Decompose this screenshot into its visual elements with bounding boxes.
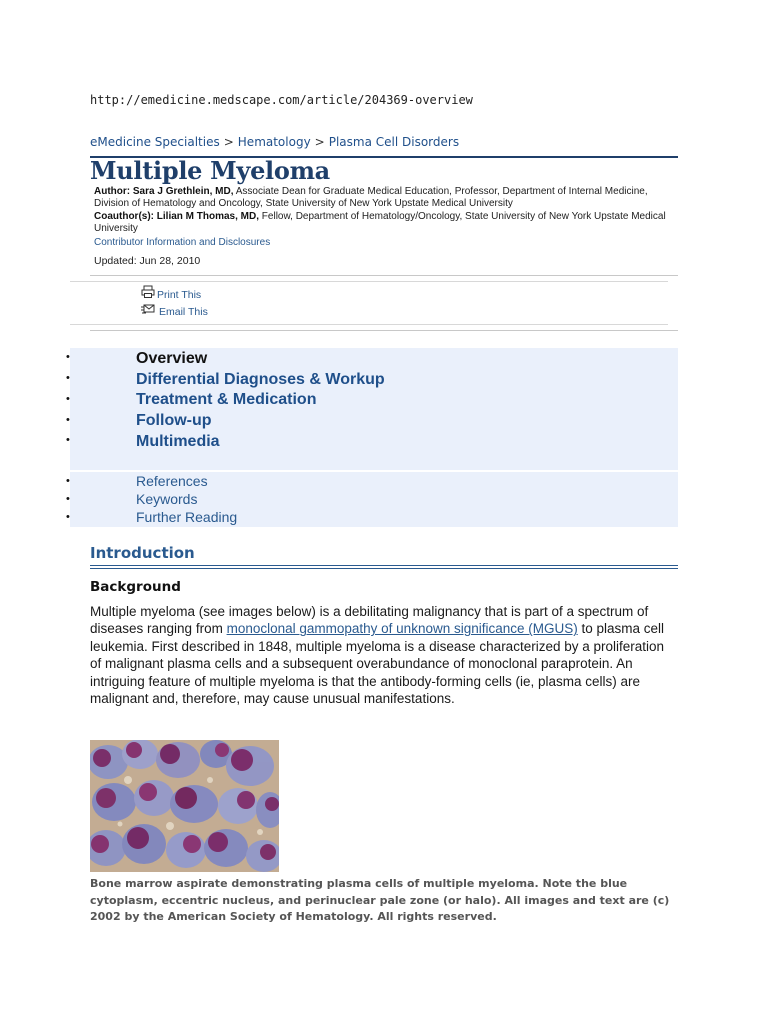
page-title: Multiple Myeloma (90, 156, 330, 185)
author-line (94, 186, 674, 211)
subnav-item-keywords[interactable]: Keywords (136, 491, 198, 507)
mgus-link[interactable]: monoclonal gammopathy of unknown significance (MGUS) (226, 621, 578, 637)
author-label: Author: (94, 186, 131, 197)
updated-date: Updated: Jun 28, 2010 (94, 255, 201, 267)
paragraph-text: to plasma cell leukemia. First described in 1848, multiple myeloma is a disease characterized by a proliferation of malignant plasma cells and a subsequent overabundance of monoclonal paraprotein. An intriguing feature of multiple myeloma is that the antibody-forming cells (ie, plasma cells) are malignant and, therefore, may cause unusual manifestations. (90, 621, 665, 707)
subsection-heading-background: Background (90, 579, 181, 595)
nav-item-differential-diagnoses[interactable]: Differential Diagnoses & Workup (136, 371, 385, 388)
email-icon (141, 302, 157, 316)
nav-item-multimedia[interactable]: Multimedia (136, 433, 220, 450)
nav-item-overview[interactable]: Overview (136, 350, 208, 367)
author-desc: Associate Dean for Graduate Medical Education, Professor, Department of Internal Medicine, Division of Hematology and Oncology, State University of New York Upstate Medical University (94, 186, 648, 210)
print-label: Print This (157, 289, 202, 301)
background-paragraph (90, 603, 675, 707)
nav-bullet: • (66, 414, 70, 426)
section-heading-introduction: Introduction (90, 544, 195, 562)
nav-bullet: • (66, 475, 70, 487)
nav-bullet: • (66, 372, 70, 384)
print-link[interactable] (141, 285, 201, 301)
divider (70, 324, 668, 325)
breadcrumb-separator: > (223, 135, 234, 149)
breadcrumb-plasma-cell-disorders[interactable]: Plasma Cell Disorders (328, 135, 460, 149)
article-url: http://emedicine.medscape.com/article/204369-overview (90, 93, 473, 107)
subnav-item-references[interactable]: References (136, 473, 208, 489)
divider (90, 275, 678, 276)
breadcrumb-hematology[interactable]: Hematology (237, 135, 311, 149)
coauthor-desc: Fellow, Department of Hematology/Oncology, State University of New York Upstate Medical University (94, 210, 666, 235)
email-label: Email This (159, 306, 208, 318)
coauthor-label: Coauthor(s): (94, 210, 154, 222)
nav-bullet: • (66, 434, 70, 446)
contributor-disclosures-link[interactable]: Contributor Information and Disclosures (94, 237, 271, 248)
breadcrumb-specialties[interactable]: eMedicine Specialties (90, 135, 220, 149)
author-name: Sara J Grethlein, MD, (132, 186, 234, 197)
nav-bullet: • (66, 351, 70, 363)
heading-rule (90, 568, 678, 569)
breadcrumb (90, 135, 459, 149)
subnav-item-further-reading[interactable]: Further Reading (136, 509, 238, 525)
divider (90, 330, 678, 331)
printer-icon (141, 285, 155, 299)
nav-item-follow-up[interactable]: Follow-up (136, 412, 212, 429)
heading-rule (90, 565, 678, 566)
divider (70, 281, 668, 282)
paragraph-text: Multiple myeloma (see images below) is a debilitating malignancy that is part of a spectrum of diseases ranging from (90, 604, 649, 637)
bone-marrow-image[interactable] (90, 740, 279, 872)
coauthor-name: Lilian M Thomas, MD, (156, 210, 260, 222)
nav-bullet: • (66, 393, 70, 405)
email-link[interactable] (141, 302, 208, 318)
nav-item-treatment[interactable]: Treatment & Medication (136, 391, 317, 408)
coauthor-line (94, 211, 674, 236)
micrograph-illustration (90, 740, 279, 872)
author-block (94, 186, 674, 236)
breadcrumb-separator: > (314, 135, 325, 149)
nav-bullet: • (66, 493, 70, 505)
image-caption: Bone marrow aspirate demonstrating plasma cells of multiple myeloma. Note the blue cytoplasm, eccentric nucleus, and perinuclear pale zone (or halo). All images and text are (c) 2002 by the American Society of Hematology. All rights reserved. (90, 877, 670, 923)
nav-bullet: • (66, 511, 70, 523)
